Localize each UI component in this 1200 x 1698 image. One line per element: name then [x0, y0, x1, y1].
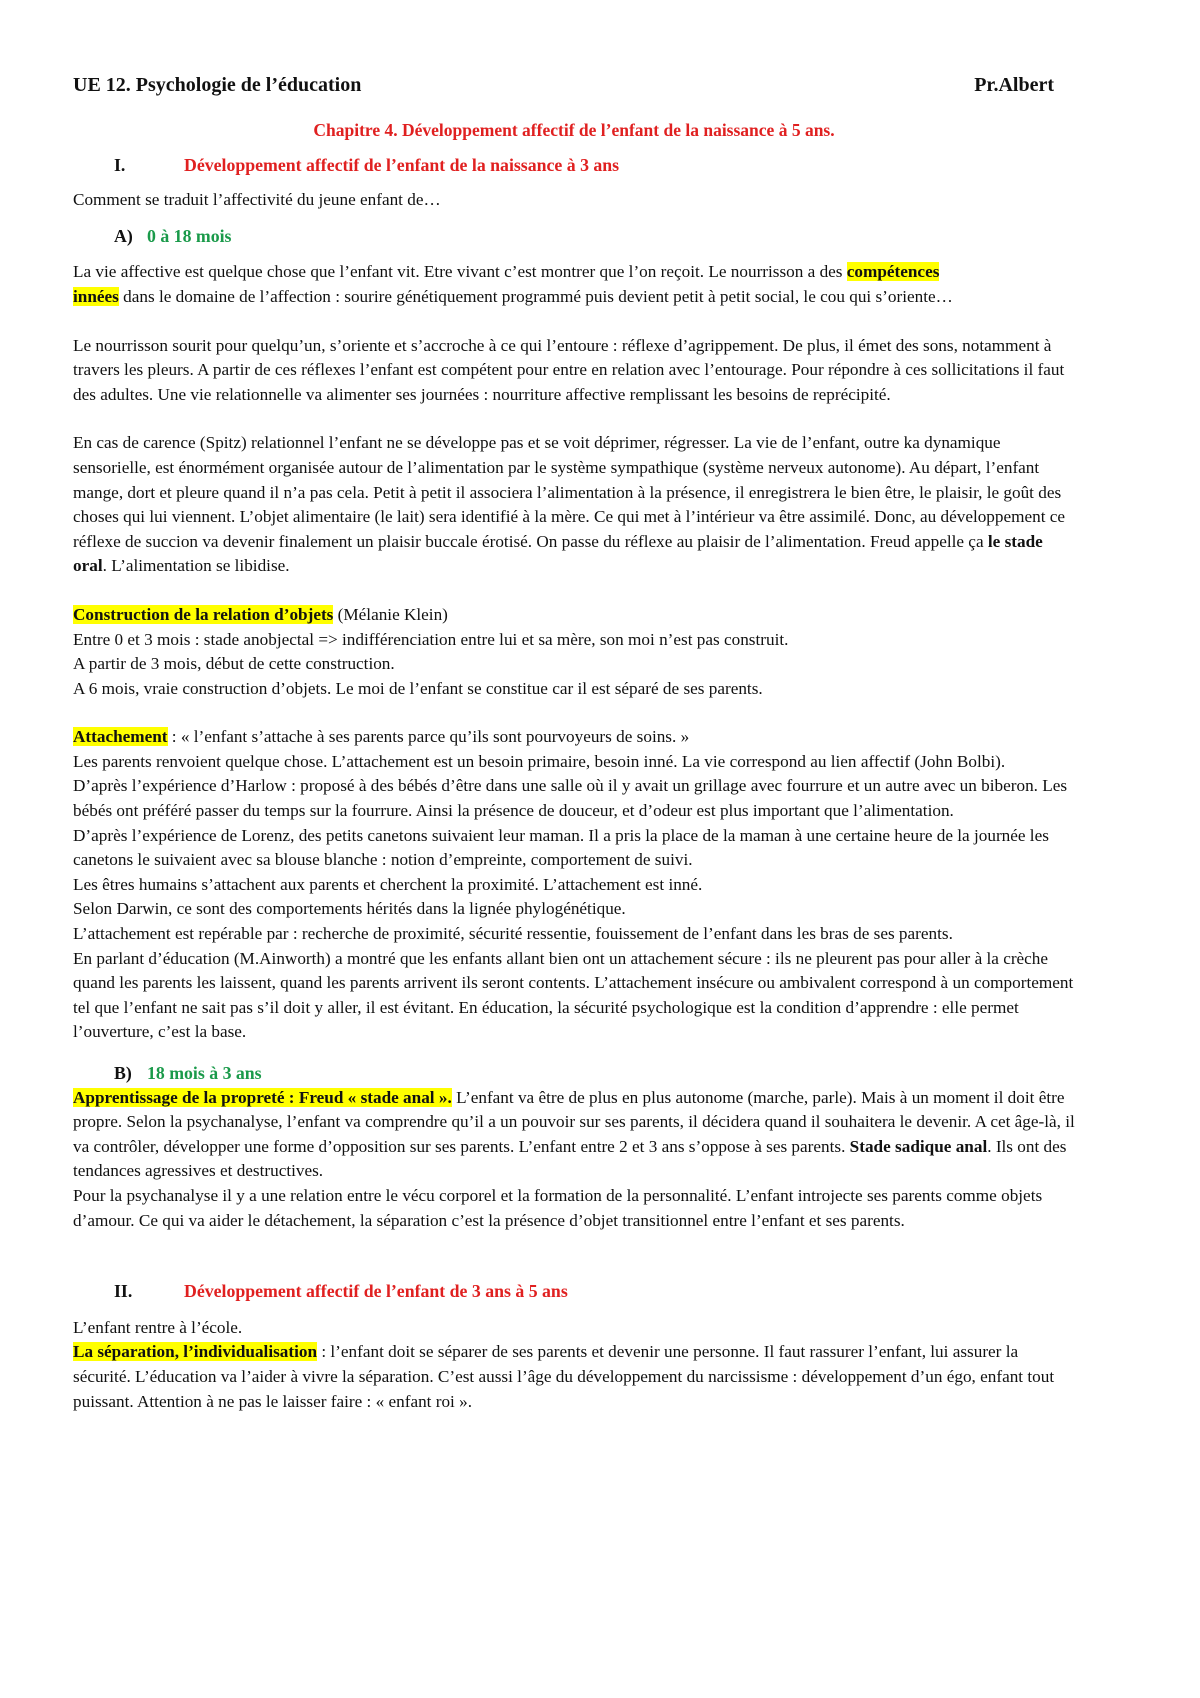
text-run: (Mélanie Klein)	[333, 604, 448, 624]
text-run: La vie affective est quelque chose que l’enfant vit. Etre vivant c’est montrer que l’on reçoit. Le nourrisson a des	[73, 262, 847, 282]
section-intro: Comment se traduit l’affectivité du jeune enfant de…	[73, 190, 441, 210]
subsection-heading-b	[73, 1061, 1075, 1086]
subsection-number: A)	[114, 225, 133, 246]
relation-heading	[73, 603, 1075, 628]
page-header	[73, 72, 1075, 98]
list-line: En parlant d’éducation (M.Ainworth) a montré que les enfants allant bien ont un attachement sécure : ils ne pleurent pas pour aller à la crèche quand les parents les laissent, quand les parents arrivent ils seront contents. L’attachement insécure ou ambivalent correspond à un comportement tel que l’enfant ne sait pas s’il doit y aller, il est évitant. En éducation, la sécurité psychologique est la condition d’apprendre : elle permet l’ouverture, c’est la base.	[73, 948, 1074, 1042]
list-line: Les êtres humains s’attachent aux parents et cherchent la proximité. L’attachement est inné.	[73, 874, 703, 894]
paragraph	[73, 1340, 1075, 1414]
list-line: L’attachement est repérable par : recherche de proximité, sécurité ressentie, fouissement de l’enfant dans les bras de ses parents.	[73, 924, 953, 944]
text-run: En cas de carence (Spitz) relationnel l’enfant ne se développe pas et se voit déprimer, régresser. La vie de l’enfant, outre ka dynamique sensorielle, est énormément organisée autour de l’alimentation par le système sympathique (système nerveux autonome). Au départ, l’enfant mange, dort et pleure quand il n’a pas cela. Petit à petit il associera l’alimentation à la présence, il enregistrera le bien être, le plaisir, le goût des choses qui lui viennent. L’objet alimentaire (le lait) sera identifié à la mère. Ce qui met à l’intérieur va être assimilé. Donc, au développement ce réflexe de succion va devenir finalement un plaisir buccale érotisé. On passe du réflexe au plaisir de l’alimentation. Freud appelle ça	[73, 433, 1066, 551]
subsection-number: B)	[114, 1063, 132, 1083]
subsection-title: 18 mois à 3 ans	[147, 1063, 262, 1083]
text-run: : l’enfant doit se séparer de ses parents et devenir une personne. Il faut rassurer l’enfant, lui assurer la sécurité. L’éducation va l’aider à vivre la séparation. C’est aussi l’âge du développement du narcissisme : développement d’un égo, enfant tout puissant. Attention à ne pas le laisser faire : « enfant roi ».	[73, 1342, 1055, 1411]
section-heading-2	[73, 1279, 1075, 1304]
highlighted-heading: Construction de la relation d’objets	[73, 604, 334, 624]
highlighted-heading: La séparation, l’individualisation	[73, 1342, 318, 1362]
chapter-title: Chapitre 4. Développement affectif de l’enfant de la naissance à 5 ans.	[313, 120, 835, 140]
section-number: II.	[114, 1281, 133, 1302]
paragraph	[73, 1086, 1075, 1184]
attachment-heading	[73, 725, 1075, 750]
text-run: . Ils ont des tendances agressives et destructives.	[73, 1136, 1067, 1181]
section-intro: L’enfant rentre à l’école.	[73, 1317, 243, 1337]
list-line: A 6 mois, vraie construction d’objets. Le moi de l’enfant se constitue car il est séparé de ses parents.	[73, 678, 763, 698]
text-run: : « l’enfant s’attache à ses parents parce qu’ils sont pourvoyeurs de soins. »	[167, 727, 690, 747]
list-line: Les parents renvoient quelque chose. L’attachement est un besoin primaire, besoin inné. La vie correspond au lien affectif (John Bolbi).	[73, 751, 1006, 771]
highlighted-heading: Attachement	[73, 727, 168, 747]
text-run: dans le domaine de l’affection : sourire génétiquement programmé puis devient petit à petit social, le cou qui s’oriente…	[118, 286, 953, 306]
section-heading-1	[73, 153, 1075, 178]
text-run: L’enfant va être de plus en plus autonome (marche, parle). Mais à un moment il doit être propre. Selon la psychanalyse, l’enfant va comprendre qu’il a un pouvoir sur ses parents, il décidera quand il souhaitera le devenir. A cet âge-là, il va contrôler, développer une forme d’opposition sur ses parents. L’enfant entre 2 et 3 ans s’oppose à ses parents.	[73, 1087, 1075, 1156]
list-line: Selon Darwin, ce sont des comportements hérités dans la lignée phylogénétique.	[73, 899, 626, 919]
list-line: D’après l’expérience de Lorenz, des petits canetons suivaient leur maman. Il a pris la place de la maman à une certaine heure de la journée les canetons le suivaient avec sa blouse blanche : notion d’empreinte, comportement de suivi.	[73, 825, 1049, 870]
professor-name: Pr.Albert	[974, 74, 1054, 96]
list-line: D’après l’expérience d’Harlow : proposé à des bébés d’être dans une salle où il y avait un grillage avec fourrure et un autre avec un biberon. Les bébés ont préféré passer du temps sur la fourrure. Ainsi la présence de douceur, et d’odeur est plus important que l’alimentation.	[73, 776, 1068, 821]
bold-term: le stade oral	[73, 531, 1043, 576]
section-title: Développement affectif de l’enfant de la naissance à 3 ans	[184, 154, 620, 175]
list-line: A partir de 3 mois, début de cette construction.	[73, 654, 395, 674]
course-title: UE 12. Psychologie de l’éducation	[73, 74, 362, 96]
list-line: Entre 0 et 3 mois : stade anobjectal => indifférenciation entre lui et sa mère, son moi n’est pas construit.	[73, 629, 789, 649]
paragraph: Le nourrisson sourit pour quelqu’un, s’oriente et s’accroche à ce qui l’entoure : réflexe d’agrippement. De plus, il émet des sons, notamment à travers les pleurs. A partir de ces réflexes l’enfant est compétent pour entre en relation avec l’entourage. Pour répondre à ces sollicitations il faut des adultes. Une vie relationnelle va alimenter ses journées : nourriture affective remplissant les besoins de reprécipité.	[73, 335, 1065, 404]
section-number: I.	[114, 154, 126, 175]
bold-term: Stade sadique anal	[849, 1136, 988, 1156]
highlighted-term: innées	[73, 286, 119, 306]
paragraph	[73, 260, 1075, 309]
highlighted-term: compétences	[846, 262, 940, 282]
section-title: Développement affectif de l’enfant de 3 ans à 5 ans	[184, 1281, 568, 1302]
paragraph	[73, 431, 1075, 579]
highlighted-heading: Apprentissage de la propreté : Freud « stade anal ».	[73, 1087, 452, 1107]
paragraph: Pour la psychanalyse il y a une relation entre le vécu corporel et la formation de la personnalité. L’enfant introjecte ses parents comme objets d’amour. Ce qui va aider le détachement, la séparation c’est la présence d’objet transitionnel entre l’enfant et ses parents.	[73, 1185, 1043, 1230]
text-run: . L’alimentation se libidise.	[102, 556, 290, 576]
subsection-heading-a	[73, 224, 1075, 249]
subsection-title: 0 à 18 mois	[147, 225, 232, 246]
